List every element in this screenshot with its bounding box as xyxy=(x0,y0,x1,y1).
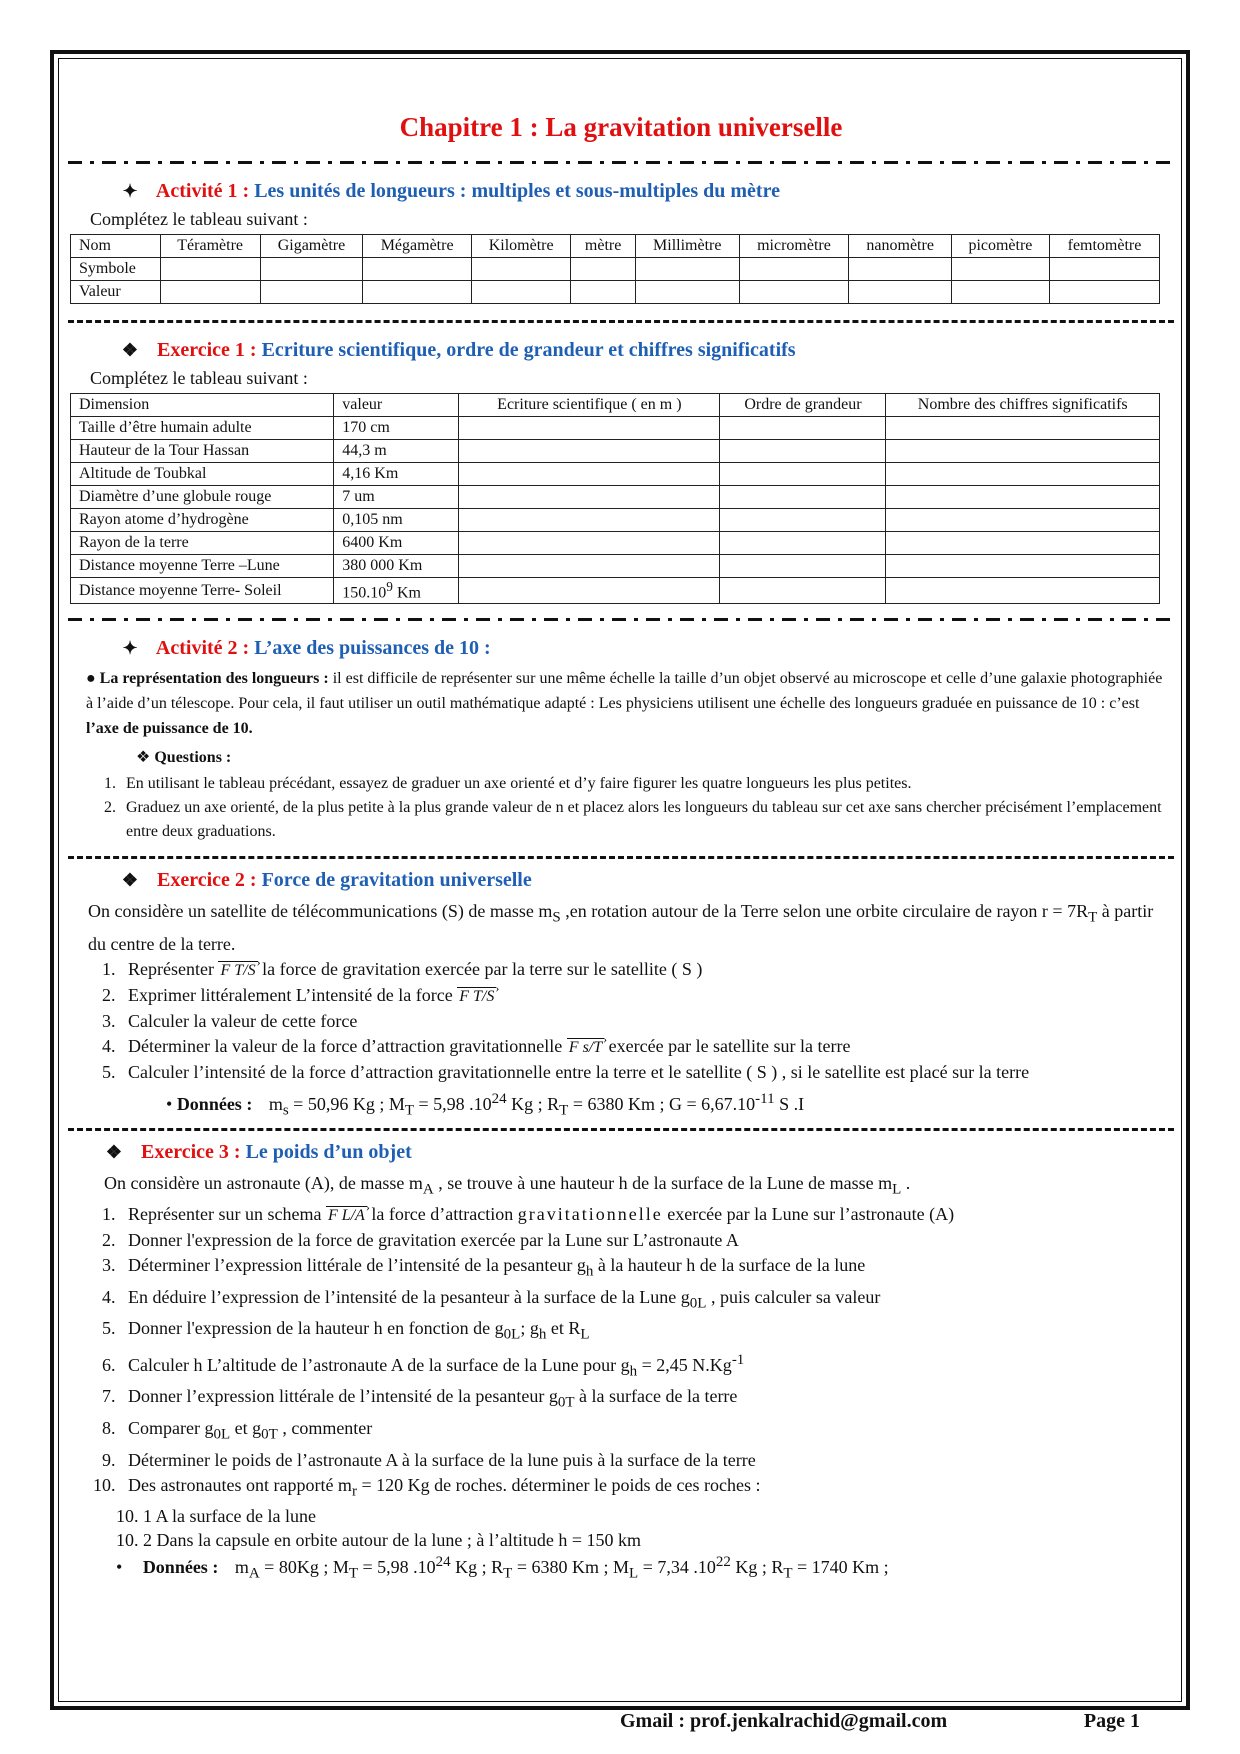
table-cell[interactable] xyxy=(739,258,849,281)
table-cell: Mégamètre xyxy=(363,235,472,258)
table-row xyxy=(71,463,1160,486)
column-header: Ecriture scientifique ( en m ) xyxy=(459,394,720,417)
table-cell[interactable] xyxy=(951,258,1049,281)
exercise3-intro: On considère un astronaute (A), de masse $m_A$ , se trouve à une hauteur h de la surface de la Lune de masse $m_L$ . xyxy=(104,1172,911,1198)
table-row xyxy=(71,486,1160,509)
paragraph-bold-end: l’axe de puissance de 10. xyxy=(86,720,253,738)
list-item: 4. En déduire l’expression de l’intensité de la pesanteur à la surface de la Lune $g_{0L}$ , puis calculer sa valeur xyxy=(120,1285,1166,1317)
table-cell[interactable] xyxy=(739,281,849,304)
table-cell[interactable] xyxy=(886,532,1160,555)
table-cell[interactable] xyxy=(459,555,720,578)
table-cell[interactable] xyxy=(459,486,720,509)
paragraph-bold-lead: La représentation des longueurs : xyxy=(99,670,329,688)
list-item: 4. Déterminer la valeur de la force d’attraction gravitationnelle F s/T › exercée par le satellite sur la terre xyxy=(120,1034,1166,1060)
footer-email: Gmail : prof.jenkalrachid@gmail.com xyxy=(620,1710,948,1732)
column-header: valeur xyxy=(334,394,459,417)
dimensions-table xyxy=(70,393,1160,604)
table-row xyxy=(71,509,1160,532)
activity1-intro: Complétez le tableau suivant : xyxy=(90,209,308,229)
page-title: Chapitre 1 : La gravitation universelle xyxy=(399,112,843,142)
table-cell: 170 cm xyxy=(334,417,459,440)
table-cell: Kilomètre xyxy=(472,235,571,258)
exercise3-label: Exercice 3 : xyxy=(141,1140,241,1163)
table-cell: Taille d’être humain adulte xyxy=(71,417,334,440)
table-cell[interactable] xyxy=(849,258,951,281)
table-cell: micromètre xyxy=(739,235,849,258)
table-cell[interactable] xyxy=(886,417,1160,440)
table-cell[interactable] xyxy=(720,509,886,532)
table-cell[interactable] xyxy=(459,509,720,532)
table-cell: 4,16 Km xyxy=(334,463,459,486)
exercise1-label: Exercice 1 : xyxy=(157,339,257,361)
table-cell[interactable] xyxy=(571,281,636,304)
table-cell[interactable] xyxy=(459,440,720,463)
table-cell[interactable] xyxy=(472,258,571,281)
table-cell: Millimètre xyxy=(635,235,739,258)
table-cell[interactable] xyxy=(720,578,886,604)
table-cell: picomètre xyxy=(951,235,1049,258)
table-cell[interactable] xyxy=(720,417,886,440)
table-cell: Distance moyenne Terre- Soleil xyxy=(71,578,334,604)
table-cell: Symbole xyxy=(71,258,161,281)
list-item: 7. Donner l’expression littérale de l’intensité de la pesanteur $g_{0T}$ à la surface de la terre xyxy=(120,1384,1166,1416)
section-separator xyxy=(68,1128,1174,1131)
list-item: 6. Calculer h L’altitude de l’astronaute A de la surface de la Lune pour $g_h = 2,45$ $N.Kg^{-1}$ xyxy=(120,1348,1166,1385)
exercise2-questions xyxy=(76,957,1166,1085)
table-cell: Nom xyxy=(71,235,161,258)
exercise3-data: • Données : $m_A = 80Kg$ ; $M_T = 5,98$ $.10^{24}$ Kg ; $R_T = 6380$ Km ; $M_L = 7,34$ $.10^{22}$ Kg ; $R_T = 1740$ Km ; xyxy=(116,1554,889,1582)
list-item: 2. Donner l'expression de la force de gravitation exercée par la Lune sur L’astronaute A xyxy=(120,1228,1166,1253)
table-cell[interactable] xyxy=(459,578,720,604)
exercise1-heading xyxy=(76,339,1166,362)
table-cell: Rayon atome d’hydrogène xyxy=(71,509,334,532)
table-cell[interactable] xyxy=(571,258,636,281)
table-cell[interactable] xyxy=(459,532,720,555)
exercise2-intro: On considère un satellite de télécommunications (S) de masse $m_S$ ,en rotation autour de la Terre selon une orbite circulaire de rayon $r = 7R_T$ à partir du centre de la terre. xyxy=(88,901,1154,954)
list-item: 10. 2 Dans la capsule en orbite autour de la lune ; à l’altitude h = 150 km xyxy=(116,1530,642,1551)
table-cell: Valeur xyxy=(71,281,161,304)
units-table xyxy=(70,234,1160,304)
force-vector: F T/S › xyxy=(218,961,257,979)
dot-bullet-icon: • xyxy=(116,1557,123,1578)
list-item: 1. En utilisant le tableau précédant, essayez de graduer un axe orienté et d’y faire figurer les quatre longueurs les plus petites. xyxy=(120,772,1166,796)
exercise3-subtitle: Le poids d’un objet xyxy=(245,1140,412,1163)
section-separator xyxy=(68,320,1174,323)
table-cell[interactable] xyxy=(720,555,886,578)
table-row xyxy=(71,235,1160,258)
list-item: 5. Calculer l’intensité de la force d’attraction gravitationnelle entre la terre et le satellite ( S ) , si le satellite est placé sur la terre xyxy=(120,1060,1166,1085)
table-cell: nanomètre xyxy=(849,235,951,258)
table-cell[interactable] xyxy=(363,258,472,281)
table-cell[interactable] xyxy=(886,555,1160,578)
column-header: Ordre de grandeur xyxy=(720,394,886,417)
section-separator xyxy=(68,161,1174,164)
force-vector: F L/A › xyxy=(326,1206,367,1224)
exercise2-heading xyxy=(76,869,1166,892)
table-cell[interactable] xyxy=(635,258,739,281)
table-cell: 150.10$^9$ Km xyxy=(334,578,459,604)
diamond-bullet-icon: ❖ xyxy=(121,870,139,891)
activity2-paragraph xyxy=(86,666,1166,741)
table-cell: 6400 Km xyxy=(334,532,459,555)
force-vector: F T/S › xyxy=(457,987,496,1005)
table-cell[interactable] xyxy=(160,281,260,304)
activity2-heading xyxy=(76,637,1166,660)
table-row xyxy=(71,555,1160,578)
table-cell: Altitude de Toubkal xyxy=(71,463,334,486)
table-cell[interactable] xyxy=(1049,258,1159,281)
table-cell: 0,105 nm xyxy=(334,509,459,532)
exercise1-intro: Complétez le tableau suivant : xyxy=(90,368,308,388)
table-cell[interactable] xyxy=(635,281,739,304)
table-cell: Rayon de la terre xyxy=(71,532,334,555)
table-cell[interactable] xyxy=(260,281,362,304)
exercise3-questions xyxy=(76,1202,1166,1504)
document-content xyxy=(76,100,1166,1583)
table-row xyxy=(71,578,1160,604)
table-cell[interactable] xyxy=(886,486,1160,509)
table-cell: Hauteur de la Tour Hassan xyxy=(71,440,334,463)
table-cell[interactable] xyxy=(459,417,720,440)
paragraph-body: il est difficile de représenter sur une même échelle la taille d’un objet observé au microscope et celle d’une galaxie photographiée à l’aide d’un télescope. Pour cela, il faut utiliser un outil mathématique adapté : Les physiciens utilisent une échelle des longueurs graduée en puissance de 10 : c’est xyxy=(86,670,1163,713)
table-cell[interactable] xyxy=(363,281,472,304)
list-item: 2. Graduez un axe orienté, de la plus petite à la plus grande valeur de n et placez alors les longueurs du tableau sur cet axe sans chercher précisément l’emplacement entre deux graduations. xyxy=(120,796,1166,844)
list-item: 5. Donner l'expression de la hauteur h en fonction de $g_{0L}$; $g_h$ et $R_L$ xyxy=(120,1316,1166,1348)
table-cell: femtomètre xyxy=(1049,235,1159,258)
force-vector: F s/T › xyxy=(567,1038,604,1056)
table-cell[interactable] xyxy=(886,440,1160,463)
table-cell: Diamètre d’une globule rouge xyxy=(71,486,334,509)
section-separator xyxy=(68,618,1174,621)
table-cell[interactable] xyxy=(849,281,951,304)
table-header-row xyxy=(71,394,1160,417)
table-cell: Téramètre xyxy=(160,235,260,258)
column-header: Dimension xyxy=(71,394,334,417)
section-separator xyxy=(68,856,1174,859)
table-cell[interactable] xyxy=(720,486,886,509)
activity1-subtitle: Les unités de longueurs : multiples et sous-multiples du mètre xyxy=(254,180,780,202)
table-cell[interactable] xyxy=(720,463,886,486)
table-cell: 44,3 m xyxy=(334,440,459,463)
activity2-label: Activité 2 : xyxy=(155,637,250,660)
table-row xyxy=(71,440,1160,463)
footer-page-number: Page 1 xyxy=(1083,1710,1140,1732)
list-item: 10. Des astronautes ont rapporté $m_r = 120$ Kg de roches. déterminer le poids de ces roches : xyxy=(120,1473,1166,1505)
list-item: 9. Déterminer le poids de l’astronaute A à la surface de la lune puis à la surface de la terre xyxy=(120,1448,1166,1473)
table-row xyxy=(71,532,1160,555)
table-cell[interactable] xyxy=(459,463,720,486)
list-item: 2. Exprimer littéralement L’intensité de la force F T/S › xyxy=(120,983,1166,1009)
activity2-subtitle: L’axe des puissances de 10 : xyxy=(254,637,491,660)
list-item: 3. Calculer la valeur de cette force xyxy=(120,1009,1166,1034)
table-cell: Gigamètre xyxy=(260,235,362,258)
questions-label: Questions : xyxy=(154,749,232,767)
list-item: 3. Déterminer l’expression littérale de l’intensité de la pesanteur $g_h$ à la hauteur h de la surface de la lune xyxy=(120,1253,1166,1285)
table-cell[interactable] xyxy=(160,258,260,281)
exercise3-subitems xyxy=(116,1504,1166,1552)
column-header: Nombre des chiffres significatifs xyxy=(886,394,1160,417)
bullet-icon: ✦ xyxy=(122,181,138,201)
table-cell[interactable] xyxy=(951,281,1049,304)
exercise2-data: • Données : $m_s = 50,96$ Kg ; $M_T = 5,98$ $.10^{24}$ Kg ; $R_T = 6380$ Km ; $G = 6,67.10^{-11}$ S .I xyxy=(166,1090,805,1119)
activity1-heading xyxy=(76,180,1166,203)
table-cell[interactable] xyxy=(886,509,1160,532)
table-cell[interactable] xyxy=(886,463,1160,486)
list-item: 1. Représenter F T/S › la force de gravitation exercée par la terre sur le satellite ( S ) xyxy=(120,957,1166,983)
table-cell: 7 um xyxy=(334,486,459,509)
dot-bullet-icon: • xyxy=(166,1093,173,1114)
questions-heading xyxy=(136,745,1166,770)
activity2-questions xyxy=(76,772,1166,844)
bullet-icon: ✦ xyxy=(122,638,138,659)
dot-bullet-icon: ● xyxy=(86,670,96,688)
table-row xyxy=(71,417,1160,440)
table-cell: Distance moyenne Terre –Lune xyxy=(71,555,334,578)
table-cell: mètre xyxy=(571,235,636,258)
diamond-bullet-icon: ❖ xyxy=(105,1141,123,1162)
table-cell[interactable] xyxy=(472,281,571,304)
exercise1-subtitle: Ecriture scientifique, ordre de grandeur et chiffres significatifs xyxy=(261,339,796,361)
exercise3-heading xyxy=(76,1141,1166,1164)
table-row xyxy=(71,258,1160,281)
table-cell[interactable] xyxy=(260,258,362,281)
table-cell: 380 000 Km xyxy=(334,555,459,578)
diamond-bullet-icon: ❖ xyxy=(136,749,151,767)
list-item: 8. Comparer $g_{0L}$ et $g_{0T}$ , commenter xyxy=(120,1416,1166,1448)
diamond-bullet-icon: ❖ xyxy=(121,340,139,360)
activity1-label: Activité 1 : xyxy=(155,180,250,202)
table-cell[interactable] xyxy=(1049,281,1159,304)
page-footer xyxy=(620,1710,1140,1733)
list-item: 1. Représenter sur un schema F L/A › la force d’attraction gravitationnelle exercée par la Lune sur l’astronaute (A) xyxy=(120,1202,1166,1228)
table-cell[interactable] xyxy=(886,578,1160,604)
table-row xyxy=(71,281,1160,304)
table-cell[interactable] xyxy=(720,532,886,555)
exercise2-label: Exercice 2 : xyxy=(157,869,257,892)
exercise2-subtitle: Force de gravitation universelle xyxy=(261,869,532,892)
list-item: 10. 1 A la surface de la lune xyxy=(116,1506,316,1527)
table-cell[interactable] xyxy=(720,440,886,463)
